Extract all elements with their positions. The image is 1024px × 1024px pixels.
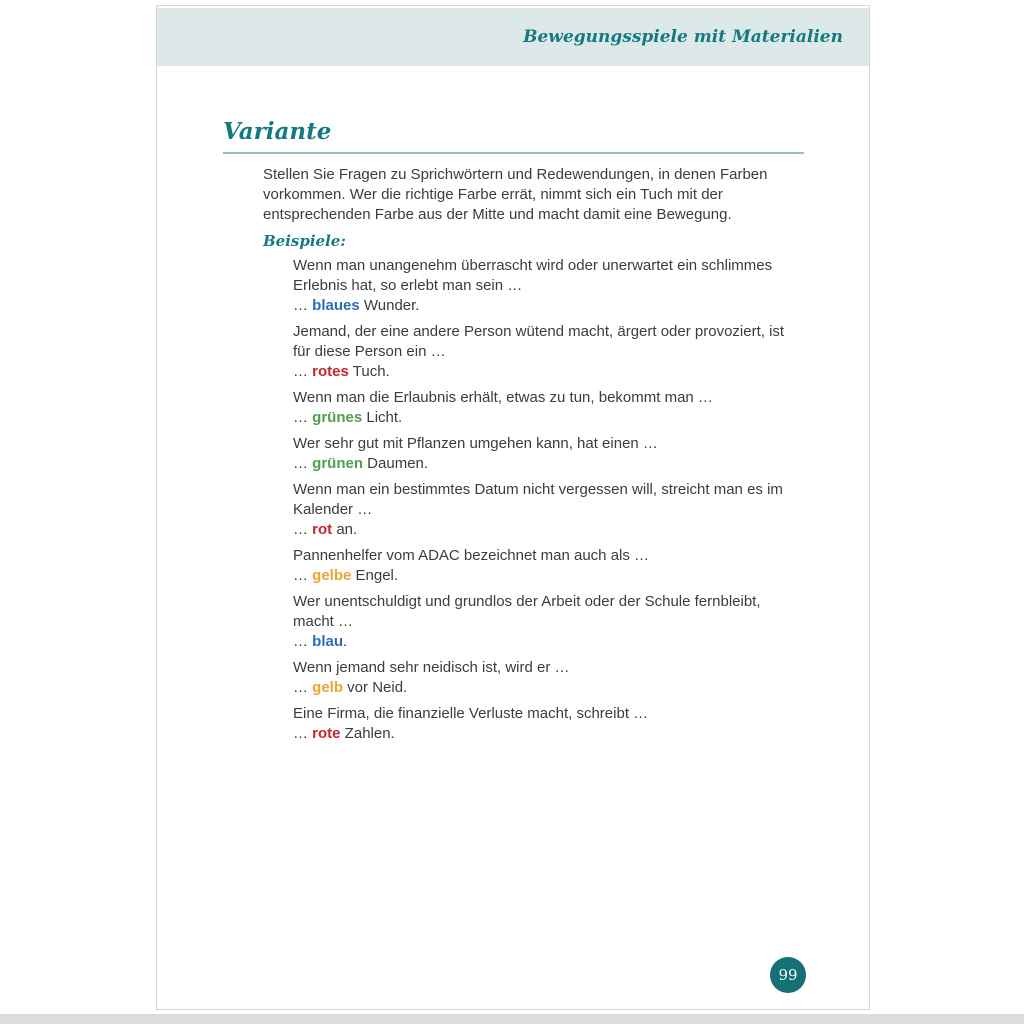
example-answer <box>293 520 805 540</box>
example-question: Jemand, der eine andere Person wütend macht, ärgert oder provoziert, ist für diese Person ein … <box>293 323 785 360</box>
answer-suffix: Wunder. <box>359 297 420 314</box>
answer-prefix: … <box>293 363 313 380</box>
color-word: rote <box>312 725 341 742</box>
scan-edge <box>0 1014 1024 1024</box>
example-item <box>293 322 805 382</box>
color-word: blaues <box>312 297 360 314</box>
example-item <box>293 546 805 586</box>
answer-suffix: an. <box>332 521 358 538</box>
example-question: Wenn jemand sehr neidisch ist, wird er … <box>293 659 570 676</box>
answer-prefix: … <box>293 567 313 584</box>
answer-prefix: … <box>293 409 313 426</box>
answer-suffix: Engel. <box>351 567 399 584</box>
color-word: gelbe <box>312 567 352 584</box>
color-word: rot <box>312 521 333 538</box>
example-answer <box>293 454 805 474</box>
answer-suffix: Zahlen. <box>340 725 395 742</box>
example-answer <box>293 632 805 652</box>
example-question: Eine Firma, die finanzielle Verluste macht, schreibt … <box>293 705 649 722</box>
answer-suffix: vor Neid. <box>343 679 408 696</box>
example-question: Wer unentschuldigt und grundlos der Arbeit oder der Schule fernbleibt, macht … <box>293 593 761 630</box>
answer-suffix: Daumen. <box>363 455 429 472</box>
section-title: Variante <box>223 118 332 145</box>
book-page <box>156 5 870 1010</box>
color-word: gelb <box>312 679 344 696</box>
answer-suffix: Licht. <box>362 409 403 426</box>
example-question: Wenn man ein bestimmtes Datum nicht vergessen will, streicht man es im Kalender … <box>293 481 783 518</box>
examples-list <box>293 256 805 744</box>
example-item <box>293 658 805 698</box>
example-question: Wenn man die Erlaubnis erhält, etwas zu tun, bekommt man … <box>293 389 713 406</box>
example-answer <box>293 566 805 586</box>
page-number-badge <box>770 957 806 993</box>
example-item <box>293 434 805 474</box>
intro-paragraph: Stellen Sie Fragen zu Sprichwörtern und Redewendungen, in denen Farben vorkommen. Wer die richtige Farbe errät, nimmt sich ein Tuch mit der entsprechenden Farbe aus der Mitte und macht damit eine Bewegung. <box>263 166 768 223</box>
answer-prefix: … <box>293 455 313 472</box>
example-question: Wenn man unangenehm überrascht wird oder unerwartet ein schlimmes Erlebnis hat, so erlebt man sein … <box>293 257 773 294</box>
examples-label: Beispiele: <box>263 232 346 250</box>
answer-suffix: Tuch. <box>348 363 390 380</box>
color-word: rotes <box>312 363 349 380</box>
example-answer <box>293 408 805 428</box>
example-question: Wer sehr gut mit Pflanzen umgehen kann, hat einen … <box>293 435 658 452</box>
page-content <box>157 66 869 750</box>
example-question: Pannenhelfer vom ADAC bezeichnet man auch als … <box>293 547 650 564</box>
example-answer <box>293 678 805 698</box>
section-divider <box>223 152 804 154</box>
example-item <box>293 256 805 316</box>
example-item <box>293 704 805 744</box>
example-answer <box>293 362 805 382</box>
color-word: blau <box>312 633 344 650</box>
answer-prefix: … <box>293 679 313 696</box>
example-item <box>293 592 805 652</box>
page-number: 99 <box>778 966 798 984</box>
answer-prefix: … <box>293 725 313 742</box>
color-word: grünen <box>312 455 364 472</box>
color-word: grünes <box>312 409 363 426</box>
example-item <box>293 388 805 428</box>
answer-prefix: … <box>293 521 313 538</box>
answer-prefix: … <box>293 633 313 650</box>
example-answer <box>293 724 805 744</box>
answer-suffix: . <box>343 633 348 650</box>
answer-prefix: … <box>293 297 313 314</box>
example-item <box>293 480 805 540</box>
page-header <box>157 8 869 66</box>
chapter-title: Bewegungsspiele mit Materialien <box>523 27 843 47</box>
example-answer <box>293 296 805 316</box>
